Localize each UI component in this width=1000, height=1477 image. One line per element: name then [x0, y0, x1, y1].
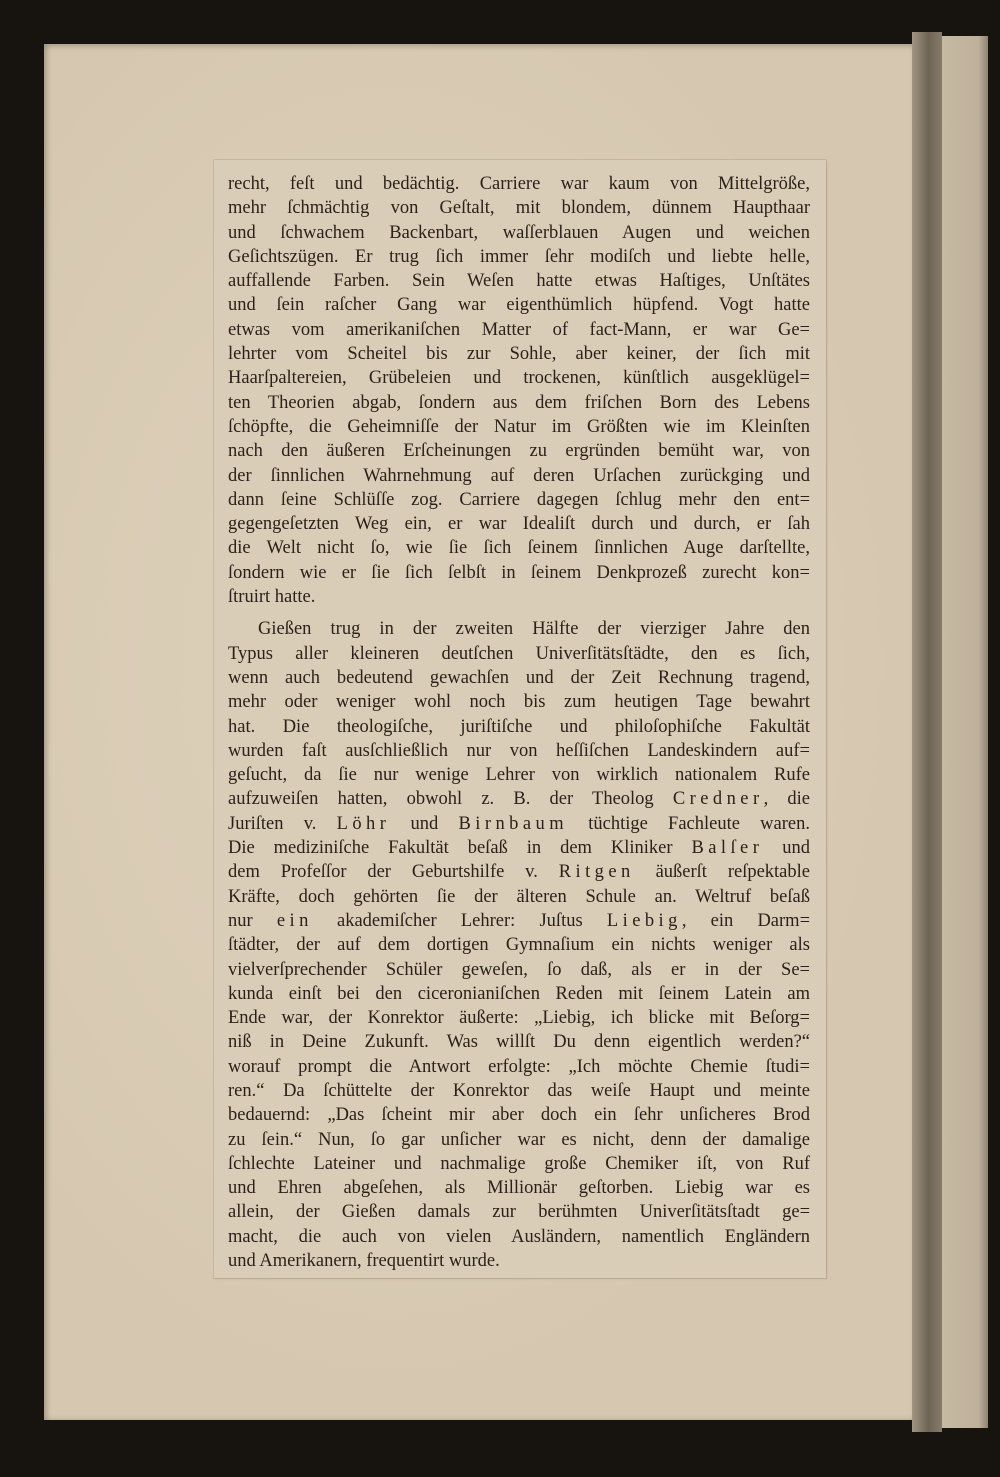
text-run: ſchöpfte, die Geheimniſſe der Natur im Größten wie im Kleinſten	[228, 416, 810, 437]
facing-page-edge	[942, 36, 988, 1428]
text-run: recht, feſt und bedächtig. Carriere war kaum von Mittelgröße,	[228, 174, 810, 194]
text-line	[228, 666, 810, 690]
spaced-name: Birnbaum	[458, 813, 569, 834]
text-line	[228, 958, 810, 982]
text-line	[228, 909, 810, 933]
text-line	[228, 1103, 810, 1127]
text-run: Juriſten v.	[228, 813, 337, 834]
text-line	[228, 787, 810, 811]
text-run: ſchlechte Lateiner und nachmalige große Chemiker iſt, von Ruf	[228, 1153, 810, 1174]
text-line	[228, 1006, 810, 1030]
text-run: , die	[763, 789, 810, 810]
text-run: die Welt nicht ſo, wie ſie ſich ſeinem ſinnlichen Auge darſtellte,	[228, 538, 810, 559]
text-run: Die mediziniſche Fakultät beſaß in dem Kliniker	[228, 838, 692, 859]
text-run: -Mann, er war Ge=	[617, 319, 810, 340]
text-line	[228, 342, 810, 366]
text-run: wurden faſt ausſchließlich nur von heſſiſchen Landeskindern auf=	[228, 740, 810, 761]
text-run: niß in Deine Zukunft. Was willſt Du denn eigentlich werden?“	[228, 1032, 810, 1053]
text-line	[228, 690, 810, 714]
text-line	[228, 1128, 810, 1152]
spaced-name: Credner	[672, 789, 764, 810]
text-run: mehr oder weniger wohl noch bis zum heutigen Tage bewahrt	[228, 692, 810, 713]
text-run: und	[390, 813, 459, 834]
text-run: allein, der Gießen damals zur berühmten Univerſitätsſtadt ge=	[228, 1202, 810, 1223]
text-line	[228, 1152, 810, 1176]
spaced-name: ein	[276, 910, 313, 931]
body-text	[228, 172, 810, 1273]
text-run: nur	[228, 910, 277, 931]
text-line	[228, 715, 810, 739]
text-run: hat. Die theologiſche, juriſtiſche und philoſophiſche Fakultät	[228, 716, 810, 737]
text-line	[228, 293, 810, 317]
spaced-name: Balſer	[691, 838, 764, 859]
text-run: äußerſt reſpektable	[634, 862, 810, 883]
text-run: macht, die auch von vielen Ausländern, namentlich Engländern	[228, 1226, 810, 1247]
text-run: ſtädter, der auf dem dortigen Gymnaſium ein nichts weniger als	[228, 935, 810, 956]
text-line	[228, 617, 810, 641]
paragraph	[228, 172, 810, 609]
text-line	[228, 318, 810, 342]
text-line	[228, 488, 810, 512]
text-run: und Amerikanern, frequentirt wurde.	[228, 1251, 500, 1272]
text-line	[228, 536, 810, 560]
text-line	[228, 1030, 810, 1054]
text-line	[228, 1079, 810, 1103]
text-line	[228, 739, 810, 763]
text-line	[228, 439, 810, 463]
text-line	[228, 1200, 810, 1224]
text-line	[228, 245, 810, 269]
text-run: nach den äußeren Erſcheinungen zu ergründen bemüht war, von	[228, 441, 810, 462]
text-line	[228, 415, 810, 439]
text-run: aufzuweiſen hatten, obwohl z. B. der Theolog	[228, 789, 673, 810]
text-run: dann ſeine Schlüſſe zog. Carriere dagegen ſchlug mehr den ent=	[228, 489, 810, 510]
text-run: und	[763, 838, 811, 859]
text-line	[228, 585, 810, 609]
text-line	[228, 1176, 810, 1200]
text-run: und ſein raſcher Gang war eigenthümlich hüpfend. Vogt hatte	[228, 295, 810, 316]
text-run: ſondern wie er ſie ſich ſelbſt in ſeinem Denkprozeß zurecht kon=	[228, 562, 810, 583]
text-run: geſucht, da ſie nur wenige Lehrer von wirklich nationalem Rufe	[228, 765, 810, 786]
text-run: und Ehren abgeſehen, als Millionär geſtorben. Liebig war es	[228, 1178, 810, 1199]
antiqua-phrase: Matter of fact	[481, 319, 618, 340]
text-run: akademiſcher Lehrer: Juſtus	[312, 910, 607, 931]
text-run: ten Theorien abgab, ſondern aus dem friſchen Born des Lebens	[228, 392, 810, 413]
text-run: gegengeſetzten Weg ein, er war Idealiſt durch und durch, er ſah	[228, 514, 810, 535]
spaced-name: Liebig	[606, 910, 682, 931]
text-line	[228, 366, 810, 390]
text-run: auffallende Farben. Sein Weſen hatte etwas Haſtiges, Unſtätes	[228, 271, 810, 292]
text-line	[228, 269, 810, 293]
text-run: Kräfte, doch gehörten ſie der älteren Schule an. Weltruf beſaß	[228, 886, 810, 907]
text-line	[228, 221, 810, 245]
text-run: , ein Darm=	[681, 910, 811, 931]
text-run: bedauernd: „Das ſcheint mir aber doch ein ſehr unſicheres Brod	[228, 1105, 810, 1126]
text-line	[228, 172, 810, 196]
text-run: etwas vom amerikaniſchen	[228, 319, 482, 340]
text-run: dem Profeſſor der Geburtshilfe v.	[228, 862, 559, 883]
text-line	[228, 196, 810, 220]
text-line	[228, 933, 810, 957]
text-run: Typus aller kleineren deutſchen Univerſitätsſtädte, den es ſich,	[228, 643, 810, 664]
text-line	[228, 391, 810, 415]
text-line	[228, 464, 810, 488]
text-run: der ſinnlichen Wahrnehmung auf deren Urſachen zurückging und	[228, 465, 810, 486]
text-run: Ende war, der Konrektor äußerte: „Liebig, ich blicke mit Beſorg=	[228, 1008, 810, 1029]
text-line	[228, 1055, 810, 1079]
text-line	[228, 812, 810, 836]
text-run: ſtruirt hatte.	[228, 587, 316, 608]
text-run: wenn auch bedeutend gewachſen und der Zeit Rechnung tragend,	[228, 667, 810, 688]
text-run: zu ſein.“ Nun, ſo gar unſicher war es nicht, denn der damalige	[228, 1129, 810, 1150]
text-run: und ſchwachem Backenbart, waſſerblauen Augen und weichen	[228, 222, 810, 243]
text-line	[228, 763, 810, 787]
text-run: mehr ſchmächtig von Geſtalt, mit blondem, dünnem Haupthaar	[228, 198, 810, 219]
text-run: tüchtige Fachleute waren.	[568, 813, 810, 834]
text-line	[228, 982, 810, 1006]
text-line	[228, 561, 810, 585]
text-line	[228, 885, 810, 909]
text-line	[228, 1249, 810, 1273]
gutter-shadow	[912, 32, 942, 1432]
text-line	[228, 1225, 810, 1249]
paragraph	[228, 617, 810, 1273]
text-run: vielverſprechender Schüler geweſen, ſo daß, als er in der Se=	[228, 959, 810, 980]
spaced-name: Löhr	[336, 813, 391, 834]
text-run: Geſichtszügen. Er trug ſich immer ſehr modiſch und liebte helle,	[228, 246, 810, 267]
text-run: ren.“ Da ſchüttelte der Konrektor das weiſe Haupt und meinte	[228, 1080, 810, 1101]
text-run: kunda einſt bei den ciceronianiſchen Reden mit ſeinem Latein am	[228, 983, 810, 1004]
text-run: worauf prompt die Antwort erfolgte: „Ich möchte Chemie ſtudi=	[228, 1056, 810, 1077]
text-line	[228, 836, 810, 860]
text-line	[228, 512, 810, 536]
text-line	[228, 642, 810, 666]
text-line	[228, 860, 810, 884]
text-run: Gießen trug in der zweiten Hälfte der vierziger Jahre den	[258, 619, 810, 640]
text-run: Haarſpaltereien, Grübeleien und trockenen, künſtlich ausgeklügel=	[228, 368, 810, 389]
text-run: lehrter vom Scheitel bis zur Sohle, aber keiner, der ſich mit	[228, 344, 810, 365]
spaced-name: Ritgen	[558, 862, 635, 883]
